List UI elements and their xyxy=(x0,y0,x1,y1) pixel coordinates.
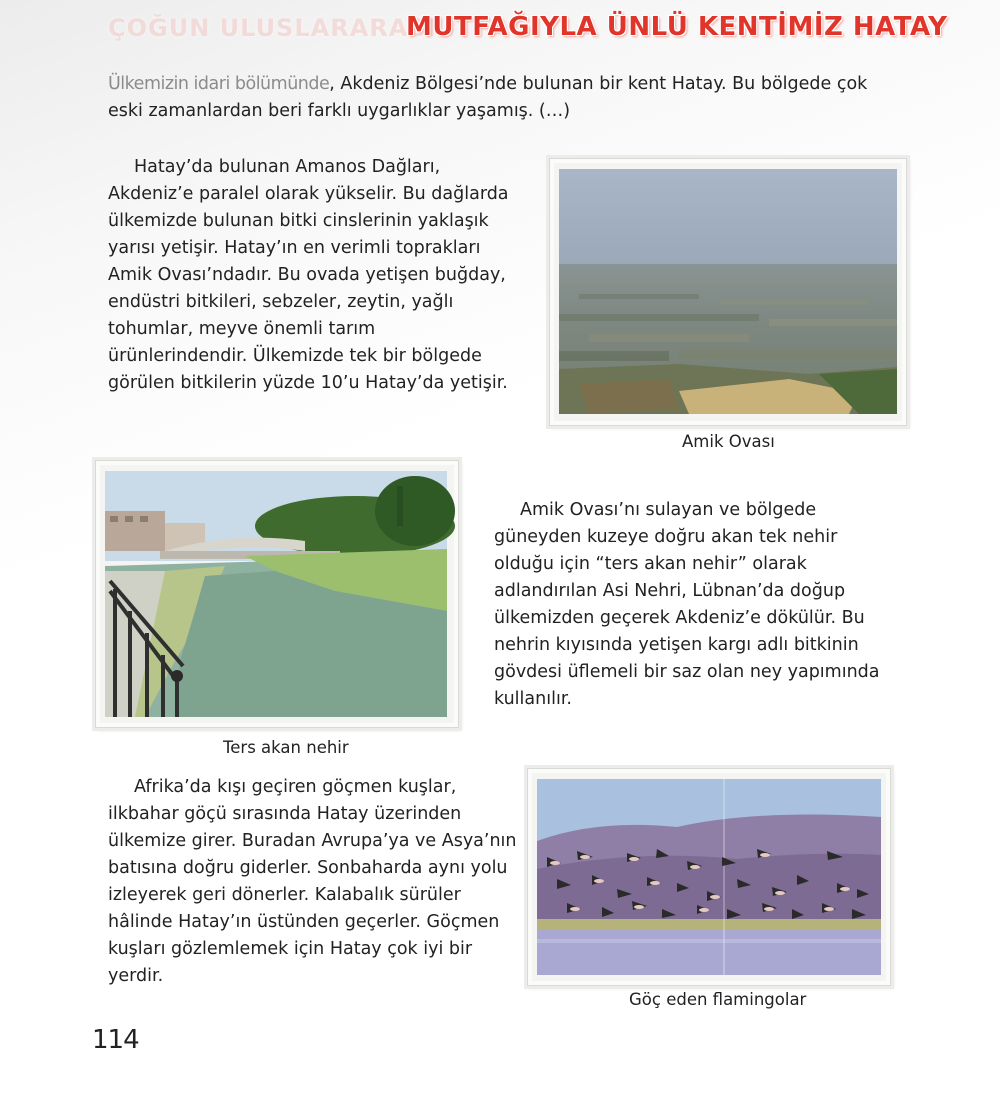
paragraph-amanos xyxy=(108,154,520,397)
page-number: 114 xyxy=(92,1025,139,1055)
paragraph-amanos-text: Hatay’da bulunan Amanos Dağları, Akdeniz’e paralel olarak yükselir. Bu dağlarda ülkemizde bulunan bitki cinslerinin yaklaşık yarısı yetişir. Hatay’ın en verimli toprakları Amik Ovası’ndadır. Bu ovada yetişen buğday, endüstri bitkileri, sebzeler, zeytin, yağlı tohumlar, meyve önemli tarım ürünlerindendir. Ülkemizde tek bir bölgede görülen bitkilerin yüzde 10’u Hatay’da yetişir. xyxy=(108,157,509,393)
intro-paragraph xyxy=(108,71,898,125)
river-caption: Ters akan nehir xyxy=(223,738,349,757)
page-header xyxy=(108,8,988,52)
paragraph-asi-text: Amik Ovası’nı sulayan ve bölgede güneyden kuzeye doğru akan tek nehir olduğu için “ters akan nehir” olarak adlandırılan Asi Nehri, Lübnan’da doğup ülkemizden geçerek Akdeniz’e dökülür. Bu nehrin kıyısında yetişen kargı adlı bitkinin gövdesi üflemeli bir saz olan ney yapımında kullanılır. xyxy=(494,500,880,709)
river-photo xyxy=(105,471,447,717)
flamingo-photo xyxy=(537,779,881,975)
amik-caption: Amik Ovası xyxy=(682,432,775,451)
paragraph-birds xyxy=(108,774,520,990)
intro-obscured-start: Ülkemizin idari bölümünde xyxy=(108,74,330,94)
paragraph-asi xyxy=(494,497,902,713)
flamingo-photo-frame xyxy=(527,768,891,986)
intro-text: , Akdeniz Bölgesi’nde bulunan bir kent Hatay. Bu bölgede çok eski zamanlardan beri farklı uygarlıklar yaşamış. (…) xyxy=(108,74,868,121)
flamingo-caption: Göç eden flamingolar xyxy=(629,990,807,1009)
page-title: MUTFAĞIYLA ÜNLÜ KENTİMİZ HATAY xyxy=(406,12,948,42)
paragraph-birds-text: Afrika’da kışı geçiren göçmen kuşlar, ilkbahar göçü sırasında Hatay üzerinden ülkemize girer. Buradan Avrupa’ya ve Asya’nın batısına doğru giderler. Sonbaharda aynı yolu izleyerek geri dönerler. Kalabalık sürüler hâlinde Hatay’ın üstünden geçerler. Göçmen kuşları gözlemlemek için Hatay çok iyi bir yerdir. xyxy=(108,777,517,986)
amik-plain-photo xyxy=(559,169,897,414)
river-photo-frame xyxy=(95,460,459,728)
amik-photo-frame xyxy=(549,158,907,426)
faded-heading: ÇOĞUN ULUSLARARASI xyxy=(108,14,437,42)
